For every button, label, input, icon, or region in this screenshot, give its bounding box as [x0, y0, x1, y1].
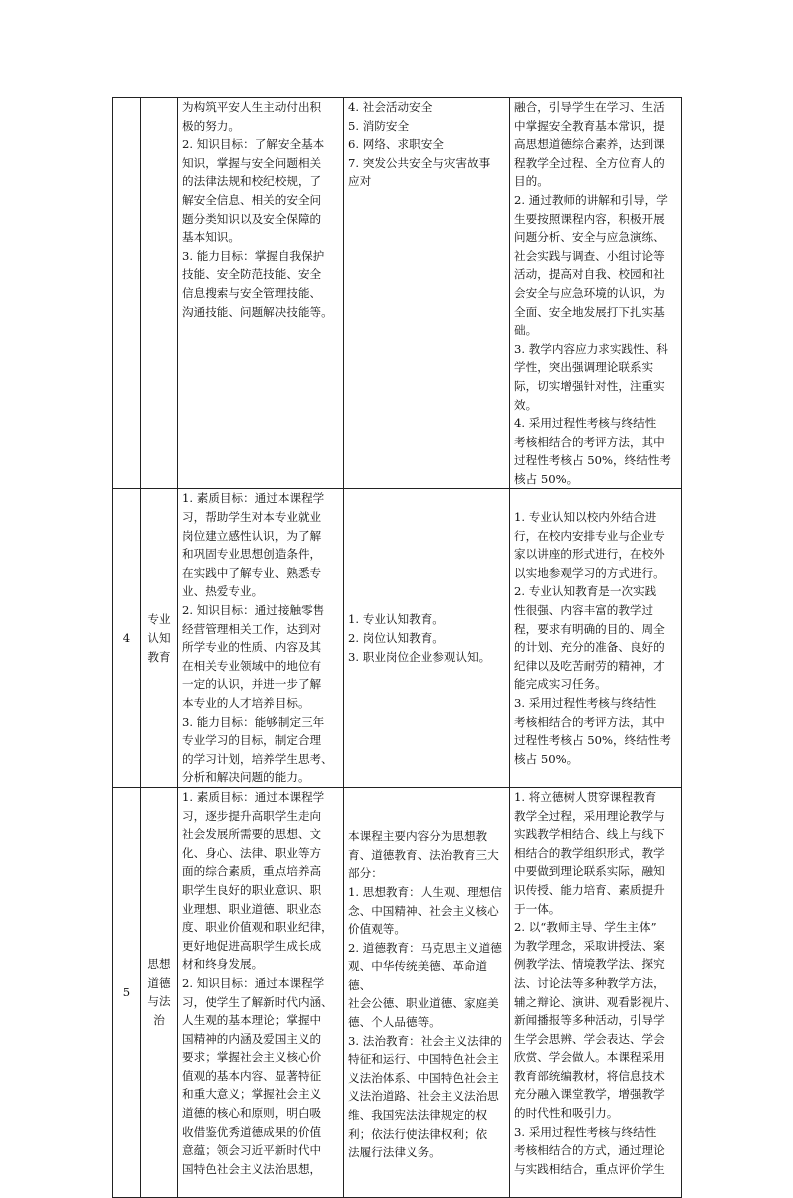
course-content: 1. 专业认知教育。 2. 岗位认知教育。 3. 职业岗位企业参观认知。 [344, 489, 510, 788]
table-row [113, 98, 682, 489]
course-goal: 1. 素质目标：通过本课程学 习，帮助学生对本专业就业 岗位建立感性认识，为了解 和巩固专业思想创造条件， 在实践中了解专业、熟悉专 业、热爱专业。 2. 知识目标：通过接触零售 经营管理相关工作，达到对 所学专业的性质、内容及其 在相关专业领域中的地位有 一定的认识，并进一步了解 本专业的人才培养目标。 3. 能力目标：能够制定三年 专业学习的目标，制定合理 的学习计划，培养学生思考、 分析和解决问题的能力。 [178, 489, 344, 788]
course-content: 本课程主要内容分为思想教 育、道德教育、法治教育三大 部分： 1. 思想教育：人生观、理想信 念、中国精神、社会主义核心 价值观等。 2. 道德教育：马克思主义道德 观、中华传统美德、革命道德、 社会公德、职业道德、家庭美 德、个人品德等。 3. 法治教育：社会主义法律的 特征和运行、中国特色社会主 义法治体系、中国特色社会主 义法治道路、社会主义法治思 维、我国宪法法律规定的权 利；依法行使法律权利；依 法履行法律义务。 [344, 787, 510, 1197]
teaching-requirements: 1. 专业认知以校内外结合进 行，在校内安排专业与企业专 家以讲座的形式进行，在校外 以实地参观学习的方式进行。 2. 专业认知教育是一次实践 性很强、内容丰富的教学过 程，要求有明确的目的、周全 的计划、充分的准备、良好的 纪律以及吃苦耐劳的精神，才 能完成实习任务。 3. 采用过程性考核与终结性 考核相结合的考评方法，其中 过程性考核占 50%，终结性考 核占 50%。 [510, 489, 682, 788]
course-name: 专业 认知 教育 [141, 489, 178, 788]
row-number [113, 98, 141, 489]
course-name [141, 98, 178, 489]
teaching-requirements: 1. 将立德树人贯穿课程教育 教学全过程，采用理论教学与 实践教学相结合、线上与线下 相结合的教学组织形式，教学 中要做到理论联系实际，融知 识传授、能力培育、素质提升 于一体。 2. 以“教师主导、学生主体” 为教学理念，采取讲授法、案 例教学法、情境教学法、探究 法、讨论法等多种教学方法， 辅之辩论、演讲、观看影视片、 新闻播报等多种活动，引导学 生学会思辨、学会表达、学会 欣赏、学会做人。本课程采用 教育部统编教材，将信息技术 充分融入课堂教学，增强教学 的时代性和吸引力。 3. 采用过程性考核与终结性 考核相结合的方式，通过理论 与实践相结合，重点评价学生 [510, 787, 682, 1197]
course-table [112, 97, 682, 1198]
course-name: 思想 道德 与法 治 [141, 787, 178, 1197]
table-row [113, 489, 682, 788]
table-row [113, 787, 682, 1197]
row-number: 5 [113, 787, 141, 1197]
course-goal: 1. 素质目标：通过本课程学 习，逐步提升高职学生走向 社会发展所需要的思想、文 化、身心、法律、职业等方 面的综合素质，重点培养高 职学生良好的职业意识、职 业理想、职业道德、职业态 度、职业价值观和职业纪律， 更好地促进高职学生成长成 材和终身发展。 2. 知识目标：通过本课程学 习，使学生了解新时代内涵、 人生观的基本理论；掌握中 国精神的内涵及爱国主义的 要求；掌握社会主义核心价 值观的基本内容、显著特征 和重大意义；掌握社会主义 道德的核心和原则，明白吸 收借鉴优秀道德成果的价值 意蕴；领会习近平新时代中 国特色社会主义法治思想， [178, 787, 344, 1197]
row-number: 4 [113, 489, 141, 788]
course-goal: 为构筑平安人生主动付出积 极的努力。 2. 知识目标：了解安全基本 知识，掌握与安全问题相关 的法律法规和校纪校规，了 解安全信息、相关的安全问 题分类知识以及安全保障的 基本知识。 3. 能力目标：掌握自我保护 技能、安全防范技能、安全 信息搜索与安全管理技能、 沟通技能、问题解决技能等。 [178, 98, 344, 489]
teaching-requirements: 融合，引导学生在学习、生活 中掌握安全教育基本常识，提 高思想道德综合素养，达到课 程教学全过程、全方位育人的 目的。 2. 通过教师的讲解和引导，学 生要按照课程内容，积极开展 问题分析、安全与应急演练、 社会实践与调查、小组讨论等 活动，提高对自我、校园和社 会安全与应急环境的认识，为 全面、安全地发展打下扎实基 础。 3. 教学内容应力求实践性、科 学性，突出强调理论联系实 际，切实增强针对性，注重实 效。 4. 采用过程性考核与终结性 考核相结合的考评方法，其中 过程性考核占 50%，终结性考 核占 50%。 [510, 98, 682, 489]
course-content: 4. 社会活动安全 5. 消防安全 6. 网络、求职安全 7. 突发公共安全与灾害故事 应对 [344, 98, 510, 489]
